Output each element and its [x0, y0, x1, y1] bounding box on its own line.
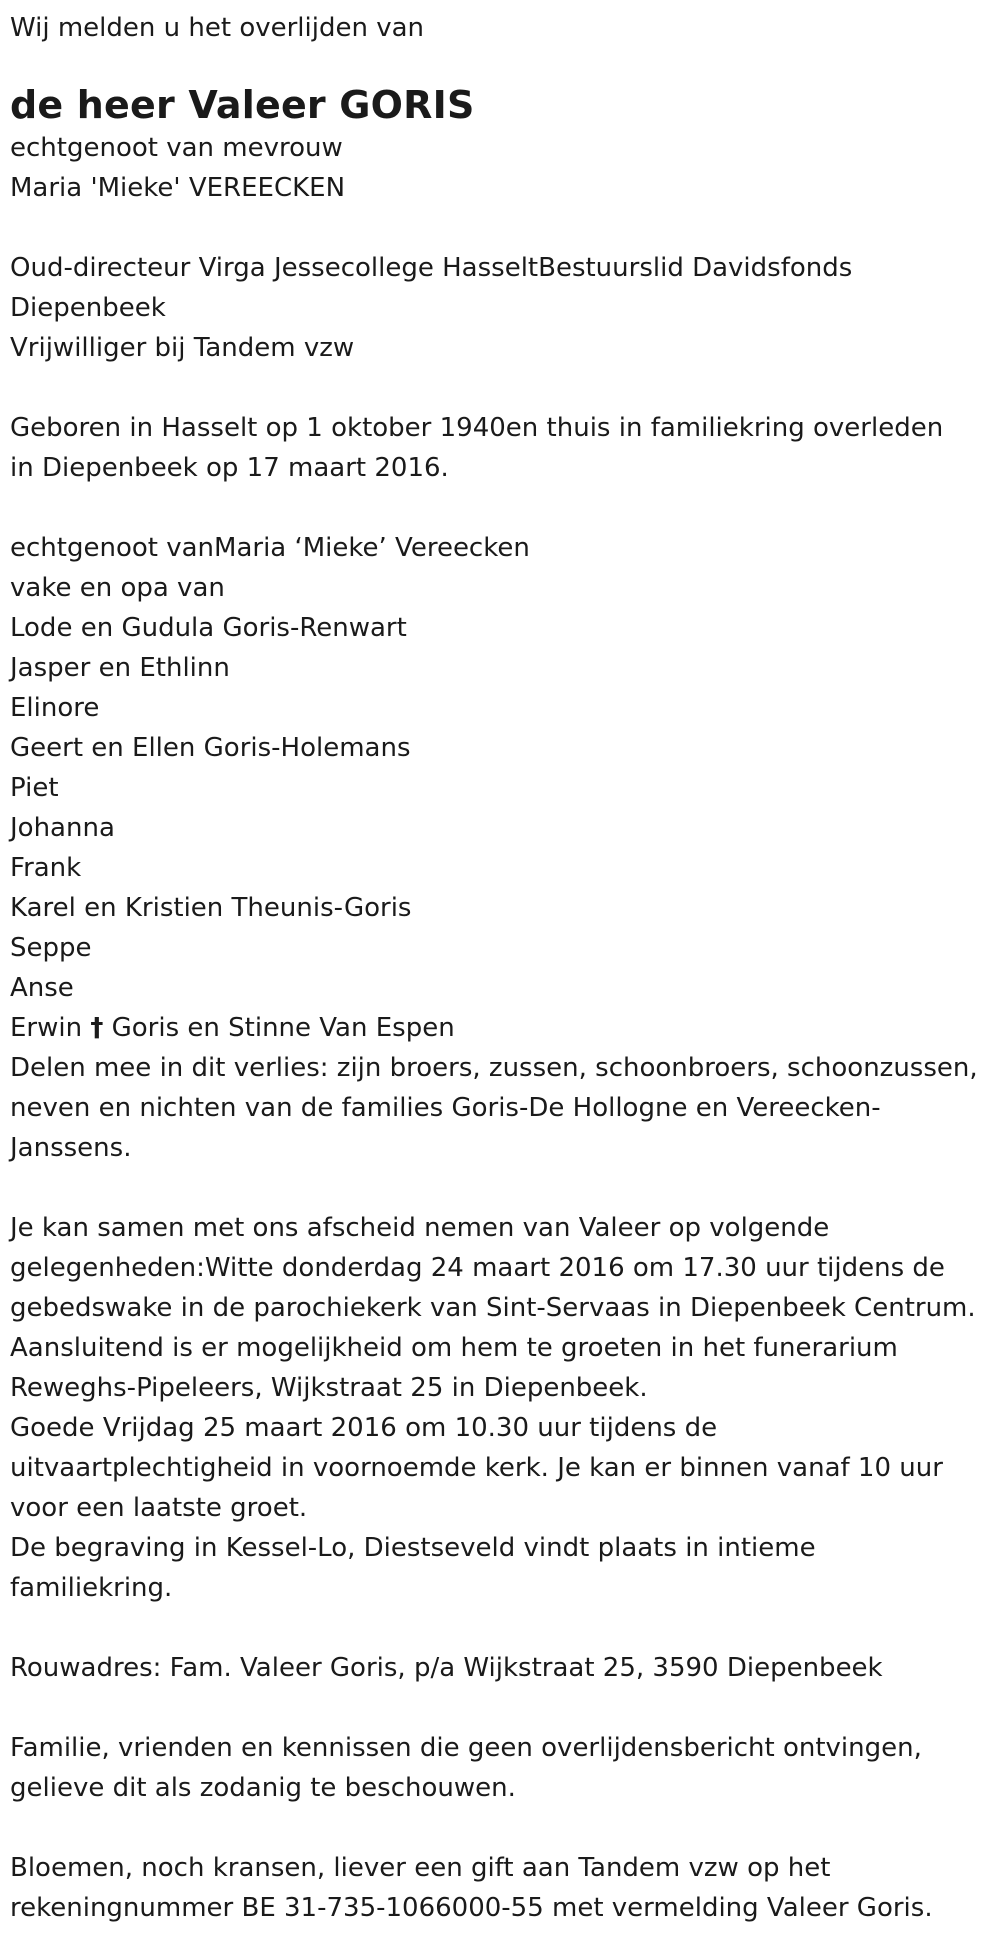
notice-section: [10, 1728, 1000, 1808]
cross-icon: †: [90, 1013, 104, 1043]
address-section: [10, 1648, 1000, 1688]
spouse-name: Maria 'Mieke' VEREECKEN: [10, 173, 346, 203]
family-member: Elinore: [10, 693, 100, 723]
farewell-line: Je kan samen met ons afscheid nemen van Valeer op volgende: [10, 1213, 830, 1243]
birth-line: Geboren in Hasselt op 1 oktober 1940en thuis in familiekring overleden: [10, 413, 944, 443]
family-spouse: echtgenoot vanMaria ‘Mieke’ Vereecken: [10, 533, 530, 563]
intro-text: Wij melden u het overlijden van: [10, 13, 425, 43]
family-member: Piet: [10, 773, 59, 803]
family-member: Karel en Kristien Theunis-Goris: [10, 893, 412, 923]
farewell-section: [10, 1208, 1000, 1608]
function-line: Diepenbeek: [10, 293, 166, 323]
family-member: Johanna: [10, 813, 115, 843]
notice-line: Familie, vrienden en kennissen die geen overlijdensbericht ontvingen,: [10, 1733, 922, 1763]
farewell-line: familiekring.: [10, 1573, 173, 1603]
notice-line: gelieve dit als zodanig te beschouwen.: [10, 1773, 516, 1803]
farewell-line: gelegenheden:Witte donderdag 24 maart 2016 om 17.30 uur tijdens de: [10, 1253, 945, 1283]
flowers-section: [10, 1848, 1000, 1928]
deceased-member-rest: Goris en Stinne Van Espen: [103, 1013, 455, 1043]
deceased-name: de heer Valeer GORIS: [10, 83, 475, 127]
farewell-line: voor een laatste groet.: [10, 1493, 308, 1523]
death-line: in Diepenbeek op 17 maart 2016.: [10, 453, 449, 483]
flowers-line: rekeningnummer BE 31-735-1066000-55 met vermelding Valeer Goris.: [10, 1893, 933, 1923]
share-line: Delen mee in dit verlies: zijn broers, zussen, schoonbroers, schoonzussen,: [10, 1053, 978, 1083]
farewell-line: Aansluitend is er mogelijkheid om hem te groeten in het funerarium: [10, 1333, 898, 1363]
family-member-deceased: [10, 1008, 1000, 1048]
family-intro: vake en opa van: [10, 573, 225, 603]
function-line: Oud-directeur Virga Jessecollege HasseltBestuurslid Davidsfonds: [10, 253, 853, 283]
farewell-line: uitvaartplechtigheid in voornoemde kerk. Je kan er binnen vanaf 10 uur: [10, 1453, 943, 1483]
farewell-line: Goede Vrijdag 25 maart 2016 om 10.30 uur tijdens de: [10, 1413, 718, 1443]
function-line: Vrijwilliger bij Tandem vzw: [10, 333, 355, 363]
mourning-address: Rouwadres: Fam. Valeer Goris, p/a Wijkstraat 25, 3590 Diepenbeek: [10, 1653, 883, 1683]
deceased-member-first: Erwin: [10, 1013, 91, 1043]
spouse-section: [10, 128, 1000, 208]
family-member: Seppe: [10, 933, 92, 963]
farewell-line: Reweghs-Pipeleers, Wijkstraat 25 in Diepenbeek.: [10, 1373, 648, 1403]
family-section: [10, 528, 1000, 1168]
functions-section: [10, 248, 1000, 368]
flowers-line: Bloemen, noch kransen, liever een gift aan Tandem vzw op het: [10, 1853, 831, 1883]
family-member: Lode en Gudula Goris-Renwart: [10, 613, 407, 643]
family-member: Frank: [10, 853, 82, 883]
share-line: neven en nichten van de families Goris-De Hollogne en Vereecken-: [10, 1093, 881, 1123]
share-line: Janssens.: [10, 1133, 132, 1163]
farewell-line: gebedswake in de parochiekerk van Sint-Servaas in Diepenbeek Centrum.: [10, 1293, 976, 1323]
family-member: Anse: [10, 973, 74, 1003]
family-member: Jasper en Ethlinn: [10, 653, 230, 683]
spouse-line: echtgenoot van mevrouw: [10, 133, 343, 163]
farewell-line: De begraving in Kessel-Lo, Diestseveld vindt plaats in intieme: [10, 1533, 816, 1563]
family-member: Geert en Ellen Goris-Holemans: [10, 733, 411, 763]
birth-death-section: [10, 408, 1000, 488]
